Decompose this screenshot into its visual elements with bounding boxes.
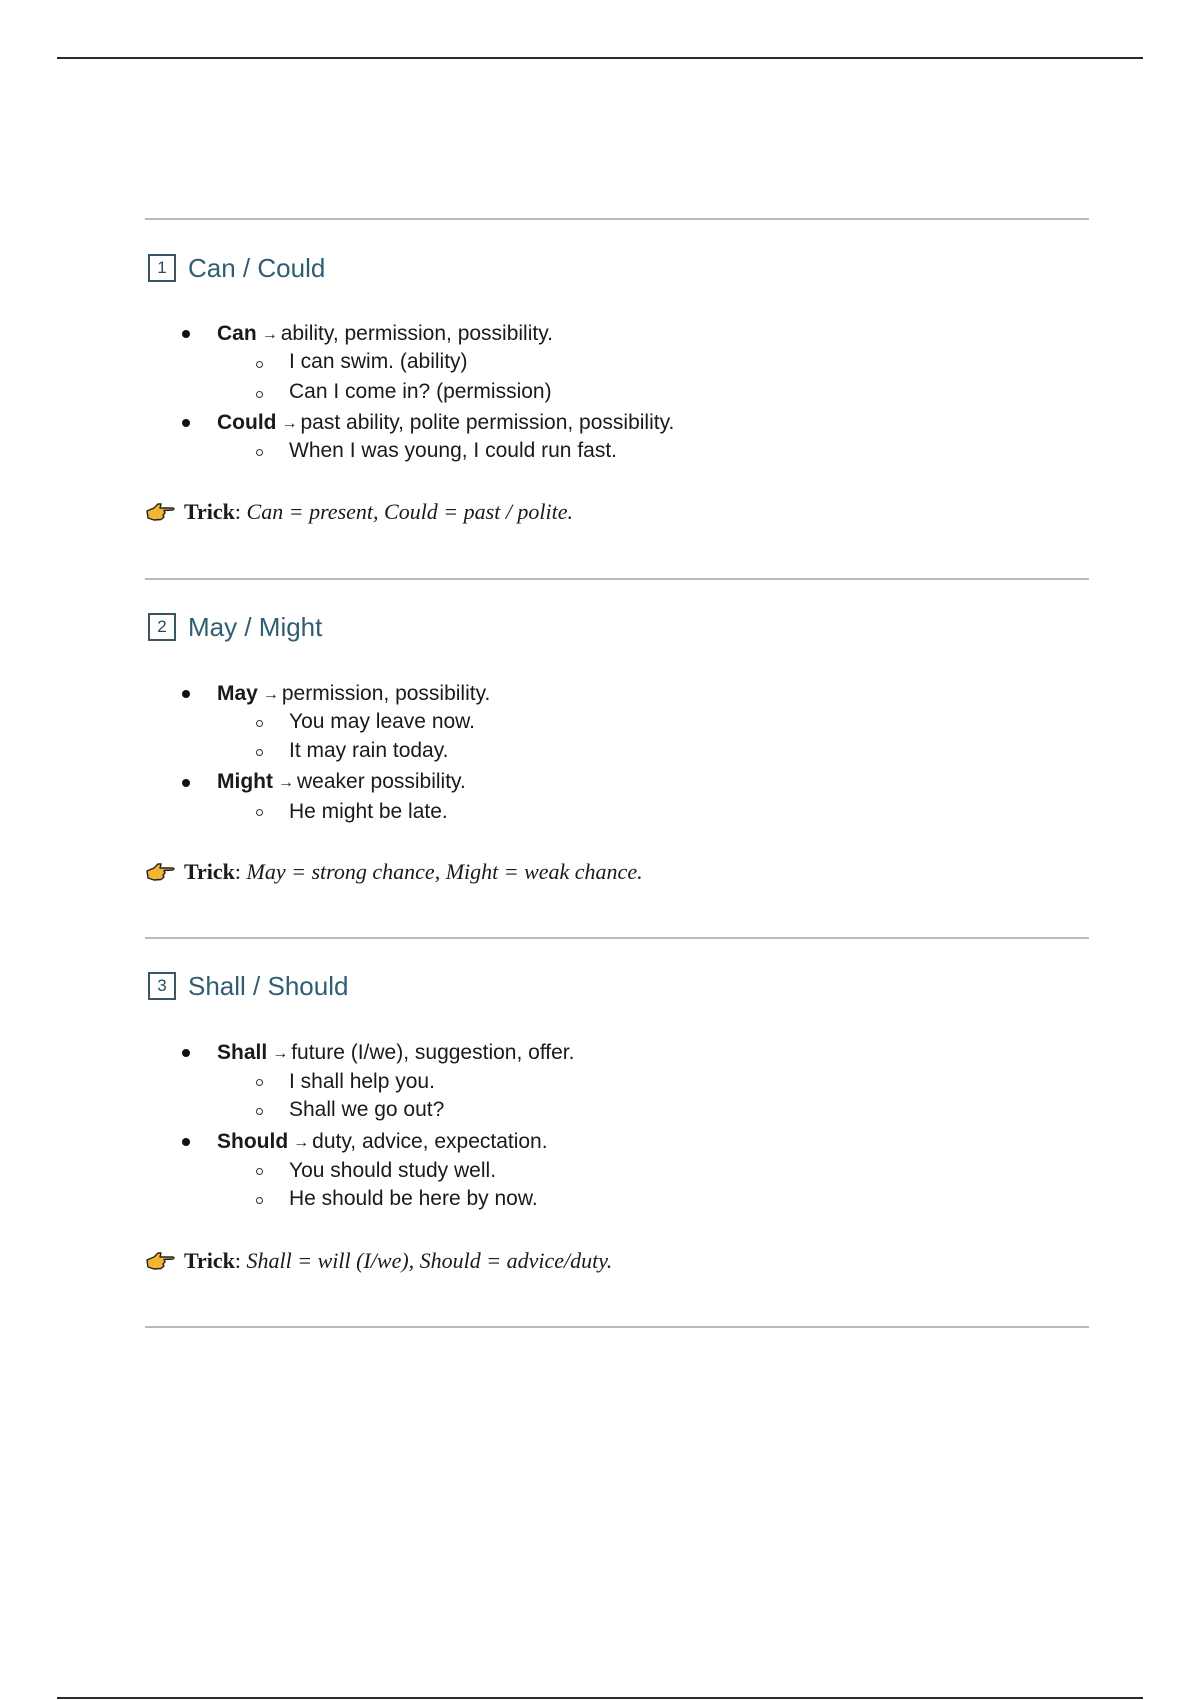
section-title: Shall / Should: [188, 970, 349, 1001]
section-number-box: 1: [148, 254, 176, 282]
section-number-box: 3: [148, 972, 176, 1000]
section-number-box: 2: [148, 613, 176, 641]
trick-note: [145, 859, 643, 885]
example-item: Can I come in? (permission): [289, 380, 552, 403]
example-item: He should be here by now.: [289, 1187, 538, 1210]
bullet-icon: [182, 330, 190, 338]
section-heading: [148, 969, 348, 1003]
trick-label: Trick: [184, 1248, 235, 1273]
modal-description: weaker possibility.: [296, 770, 466, 793]
sub-bullet-icon: [256, 449, 263, 456]
trick-note: [145, 499, 573, 525]
trick-separator: :: [234, 859, 242, 884]
example-item: I can swim. (ability): [289, 350, 468, 373]
sub-bullet-icon: [256, 1197, 263, 1204]
modal-description: duty, advice, expectation.: [312, 1130, 548, 1153]
bullet-icon: [182, 779, 190, 787]
modal-description: past ability, polite permission, possibility.: [300, 411, 675, 434]
sub-bullet-icon: [256, 1079, 263, 1086]
section-divider: [145, 218, 1089, 220]
arrow-icon: →: [261, 326, 278, 343]
list-item: [217, 681, 490, 709]
example-item: You should study well.: [289, 1159, 497, 1182]
modal-description: future (I/we), suggestion, offer.: [291, 1041, 575, 1064]
list-item: [217, 1129, 548, 1157]
arrow-icon: →: [281, 415, 298, 432]
page-bottom-rule: [57, 1697, 1143, 1699]
trick-label: Trick: [184, 859, 235, 884]
pointing-hand-icon: [145, 1249, 177, 1273]
sub-bullet-icon: [256, 1168, 263, 1175]
bullet-icon: [182, 1138, 190, 1146]
list-item: [217, 769, 466, 797]
trick-note: [145, 1248, 612, 1274]
pointing-hand-icon: [145, 860, 177, 884]
page-top-rule: [57, 57, 1143, 59]
trick-label: Trick: [184, 499, 235, 524]
modal-description: permission, possibility.: [281, 682, 491, 705]
arrow-icon: →: [272, 1045, 289, 1062]
example-item: It may rain today.: [289, 739, 449, 762]
list-item: [217, 410, 674, 438]
section-title: Can / Could: [188, 252, 326, 283]
bullet-icon: [182, 1049, 190, 1057]
trick-text: Can = present, Could = past / polite.: [246, 499, 574, 524]
section-divider: [145, 937, 1089, 939]
sub-bullet-icon: [256, 1108, 263, 1115]
arrow-icon: →: [262, 686, 279, 703]
section-divider: [145, 578, 1089, 580]
example-item: He might be late.: [289, 800, 448, 823]
pointing-hand-icon: [145, 500, 177, 524]
example-item: When I was young, I could run fast.: [289, 439, 618, 462]
trick-text: May = strong chance, Might = weak chance.: [246, 859, 643, 884]
sub-bullet-icon: [256, 720, 263, 727]
sub-bullet-icon: [256, 361, 263, 368]
example-item: I shall help you.: [289, 1070, 435, 1093]
trick-separator: :: [234, 499, 242, 524]
section-heading: [148, 610, 322, 644]
example-item: Shall we go out?: [289, 1098, 445, 1121]
sub-bullet-icon: [256, 749, 263, 756]
list-item: [217, 321, 553, 349]
sub-bullet-icon: [256, 809, 263, 816]
section-title: May / Might: [188, 611, 323, 642]
bullet-icon: [182, 690, 190, 698]
section-divider: [145, 1326, 1089, 1328]
example-item: You may leave now.: [289, 710, 476, 733]
trick-separator: :: [234, 1248, 242, 1273]
modal-term: Should: [217, 1130, 289, 1153]
modal-term: Could: [217, 411, 277, 434]
modal-term: Might: [217, 770, 273, 793]
modal-term: Shall: [217, 1041, 268, 1064]
bullet-icon: [182, 419, 190, 427]
arrow-icon: →: [293, 1134, 310, 1151]
sub-bullet-icon: [256, 391, 263, 398]
modal-term: May: [217, 682, 258, 705]
modal-description: ability, permission, possibility.: [280, 322, 554, 345]
section-heading: [148, 251, 325, 285]
trick-text: Shall = will (I/we), Should = advice/duty.: [246, 1248, 613, 1273]
arrow-icon: →: [277, 774, 294, 791]
list-item: [217, 1040, 574, 1068]
modal-term: Can: [217, 322, 257, 345]
